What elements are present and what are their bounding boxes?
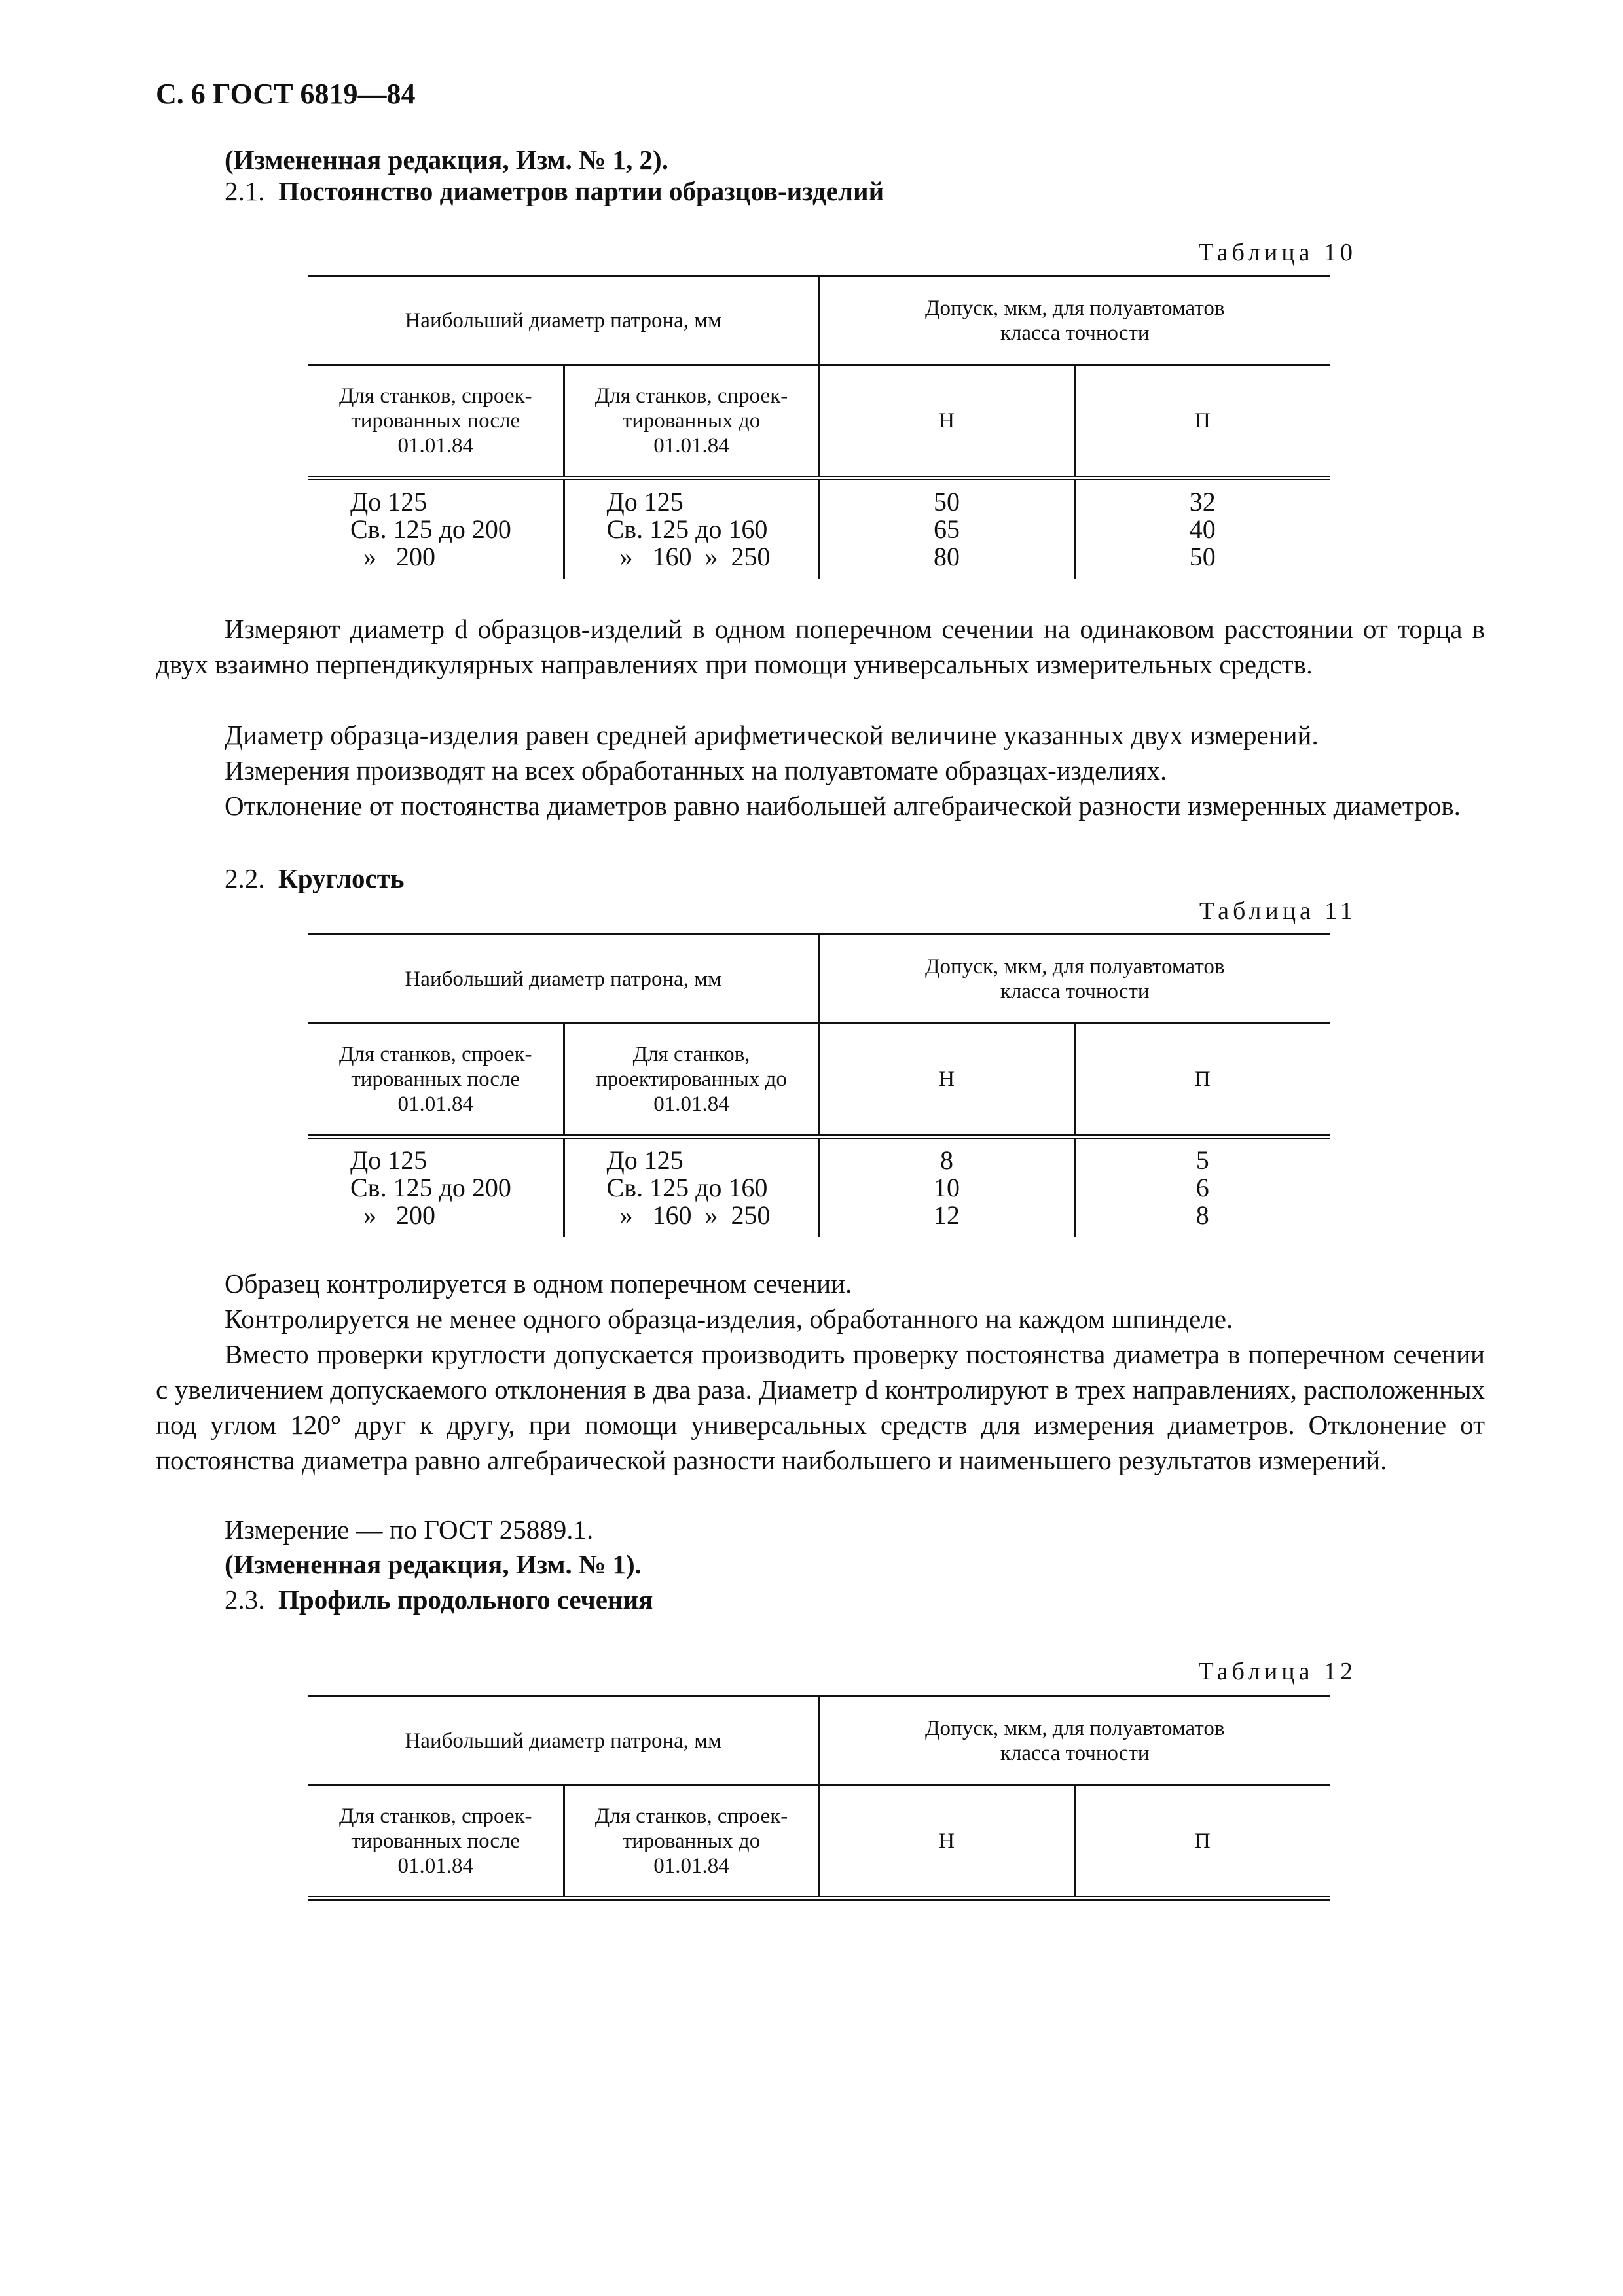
table-12-caption: Таблица 12 bbox=[1198, 1658, 1357, 1685]
col-group-tolerance: Допуск, мкм, для полуавтоматов класса точности bbox=[819, 1696, 1330, 1785]
cell-class-n: 50 65 80 bbox=[819, 478, 1074, 579]
col-after-1984: Для станков, спроек- тированных после 01.01.84 bbox=[308, 1024, 564, 1137]
cell-before-1984: До 125 Св. 125 до 160 » 160 » 250 bbox=[564, 478, 819, 579]
paragraph: Вместо проверки круглости допускается производить проверку постоянства диаметра в поперечном сечении с увеличением допускаемого отклонения в два раза. Диаметр d контролируют в трех направлениях, расположенных под углом 120° друг к другу, при помощи универсальных средств для измерения диаметров. Отклонение от постоянства диаметра равно алгебраической разности наибольшего и наименьшего результатов измерений. bbox=[156, 1339, 1485, 1475]
table-12 bbox=[308, 1695, 1330, 1901]
section-number: 2.1. bbox=[225, 176, 265, 206]
col-after-1984: Для станков, спроек- тированных после 01.01.84 bbox=[308, 1785, 564, 1899]
section-number: 2.2. bbox=[225, 863, 265, 893]
section-2-3-heading bbox=[225, 1583, 653, 1617]
col-class-n: Н bbox=[819, 1024, 1074, 1137]
table-11 bbox=[308, 933, 1330, 1237]
table-row bbox=[308, 478, 1330, 579]
paragraph: Измерение — по ГОСТ 25889.1. bbox=[225, 1515, 594, 1545]
col-class-n: Н bbox=[819, 1785, 1074, 1899]
col-class-p: П bbox=[1074, 1024, 1330, 1137]
col-class-n: Н bbox=[819, 365, 1074, 478]
col-group-diameter: Наибольший диаметр патрона, мм bbox=[308, 935, 819, 1024]
cell-class-p: 32 40 50 bbox=[1189, 487, 1216, 571]
cell-before-1984: До 125 Св. 125 до 160 » 160 » 250 bbox=[564, 1137, 819, 1238]
cell-after-1984: До 125 Св. 125 до 200 » 200 bbox=[308, 478, 564, 579]
cell-class-p: 5 6 8 bbox=[1195, 1145, 1209, 1230]
col-after-1984: Для станков, спроек- тированных после 01.01.84 bbox=[308, 365, 564, 478]
col-before-1984: Для станков, проектированных до 01.01.84 bbox=[564, 1024, 819, 1137]
revision-note-top: (Измененная редакция, Изм. № 1, 2). bbox=[225, 145, 668, 175]
section-2-2-heading bbox=[225, 861, 405, 895]
table-10-caption: Таблица 10 bbox=[1198, 239, 1357, 266]
section-2-1-heading bbox=[225, 174, 884, 208]
section-title: Профиль продольного сечения bbox=[278, 1585, 653, 1615]
col-group-diameter: Наибольший диаметр патрона, мм bbox=[308, 276, 819, 365]
table-11-caption: Таблица 11 bbox=[1199, 897, 1357, 925]
col-group-tolerance: Допуск, мкм, для полуавтоматов класса точности bbox=[819, 935, 1330, 1024]
col-class-p: П bbox=[1074, 365, 1330, 478]
paragraph: Контролируется не менее одного образца-изделия, обработанного на каждом шпинделе. bbox=[225, 1304, 1233, 1334]
col-group-tolerance: Допуск, мкм, для полуавтоматов класса точности bbox=[819, 276, 1330, 365]
section-title: Круглость bbox=[278, 863, 405, 893]
col-group-diameter: Наибольший диаметр патрона, мм bbox=[308, 1696, 819, 1785]
paragraph: Диаметр образца-изделия равен средней арифметической величине указанных двух измерений. bbox=[225, 720, 1319, 750]
col-class-p: П bbox=[1074, 1785, 1330, 1899]
table-row bbox=[308, 1137, 1330, 1238]
page-header: С. 6 ГОСТ 6819—84 bbox=[156, 78, 416, 110]
paragraph: Отклонение от постоянства диаметров равно наибольшей алгебраической разности измеренных диаметров. bbox=[225, 791, 1461, 821]
section-title: Постоянство диаметров партии образцов-изделий bbox=[278, 176, 884, 206]
cell-class-n: 8 10 12 bbox=[819, 1137, 1074, 1238]
col-before-1984: Для станков, спроек- тированных до 01.01.84 bbox=[564, 1785, 819, 1899]
cell-after-1984: До 125 Св. 125 до 200 » 200 bbox=[308, 1137, 564, 1238]
table-10 bbox=[308, 275, 1330, 579]
paragraph: Измерения производят на всех обработанных на полуавтомате образцах-изделиях. bbox=[225, 755, 1167, 785]
revision-note-mid: (Измененная редакция, Изм. № 1). bbox=[225, 1549, 642, 1579]
col-before-1984: Для станков, спроек- тированных до 01.01.84 bbox=[564, 365, 819, 478]
section-number: 2.3. bbox=[225, 1585, 265, 1615]
paragraph: Образец контролируется в одном поперечном сечении. bbox=[225, 1268, 852, 1299]
paragraph: Измеряют диаметр d образцов-изделий в одном поперечном сечении на одинаковом расстоянии от торца в двух взаимно перпендикулярных направлениях при помощи универсальных измерительных средств. bbox=[156, 614, 1485, 679]
